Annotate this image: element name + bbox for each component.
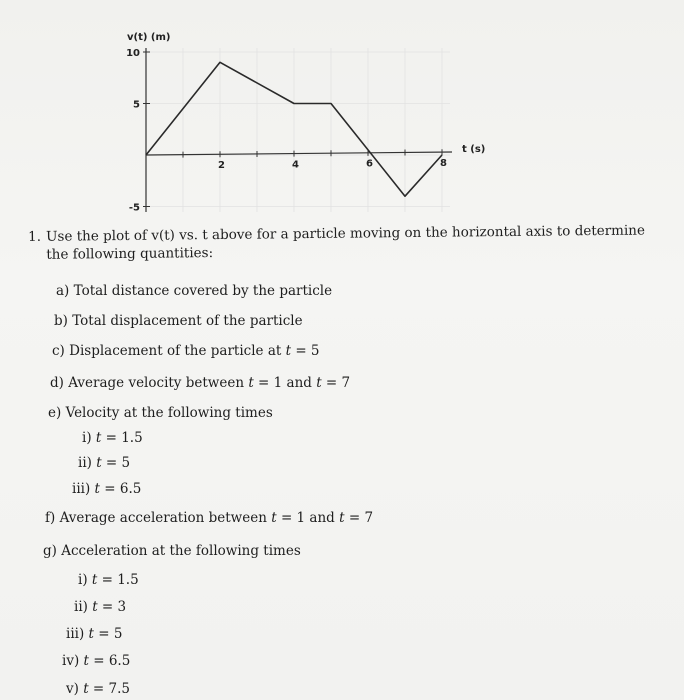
sub-label: i) (82, 430, 92, 446)
question-label: e) (48, 405, 66, 421)
question-item (43, 543, 301, 559)
question-item (50, 375, 350, 391)
velocity-time-graph (0, 0, 684, 230)
sub-text: t = 3 (92, 599, 127, 615)
sub-label: v) (66, 681, 79, 697)
question-item (56, 283, 332, 299)
x-axis (146, 152, 452, 155)
question-label: d) (50, 375, 69, 391)
subquestion-g (62, 653, 130, 669)
question-text: Average acceleration between t = 1 and t = 7 (59, 510, 374, 526)
y-tick-label: 5 (133, 99, 140, 111)
problem-number: 1. (28, 228, 42, 245)
subquestion-e (78, 455, 130, 471)
sub-text: t = 7.5 (83, 681, 131, 697)
x-tick-label: 6 (366, 158, 373, 170)
y-axis-label: v(t) (m) (127, 32, 171, 43)
question-item (52, 343, 320, 359)
subquestion-g (66, 626, 122, 642)
sub-label: iii) (72, 481, 91, 497)
question-label: g) (43, 543, 62, 559)
question-item (48, 405, 273, 421)
sub-label: i) (78, 572, 88, 588)
sub-text: t = 5 (96, 455, 131, 471)
sub-text: t = 5 (88, 626, 123, 642)
y-tick-label: -5 (128, 202, 140, 214)
subquestion-g (74, 599, 126, 615)
sub-text: t = 6.5 (94, 481, 142, 497)
sub-text: t = 6.5 (83, 653, 131, 669)
problem-1 (28, 221, 658, 264)
subquestion-e (72, 481, 141, 497)
x-tick-label: 2 (218, 160, 225, 172)
question-item (45, 510, 373, 526)
subquestion-g (66, 681, 130, 697)
problem-stem: Use the plot of v(t) vs. t above for a particle moving on the horizontal axis to determine the following quantities: (46, 222, 646, 263)
x-tick-label: 8 (440, 157, 447, 169)
question-label: f) (45, 510, 60, 526)
sub-label: iv) (62, 653, 80, 669)
question-label: b) (54, 313, 73, 329)
sub-text: t = 1.5 (91, 572, 139, 588)
y-tick-label: 10 (126, 48, 140, 59)
subquestion-e (82, 430, 143, 446)
question-item (54, 313, 303, 329)
sub-label: ii) (78, 455, 92, 471)
sub-label: iii) (66, 626, 85, 642)
x-axis-label: t (s) (462, 144, 486, 155)
question-text: Total displacement of the particle (72, 313, 303, 329)
question-text: Average velocity between t = 1 and t = 7 (68, 375, 351, 391)
subquestion-g (78, 572, 139, 588)
sub-label: ii) (74, 599, 88, 615)
question-text: Displacement of the particle at t = 5 (69, 343, 320, 359)
question-text: Velocity at the following times (65, 405, 273, 421)
question-label: a) (56, 283, 74, 299)
sub-text: t = 1.5 (95, 430, 143, 446)
x-tick-label: 4 (292, 159, 299, 171)
question-label: c) (52, 343, 70, 359)
question-text: Acceleration at the following times (61, 543, 301, 559)
question-text: Total distance covered by the particle (73, 283, 333, 299)
grid (146, 48, 450, 212)
